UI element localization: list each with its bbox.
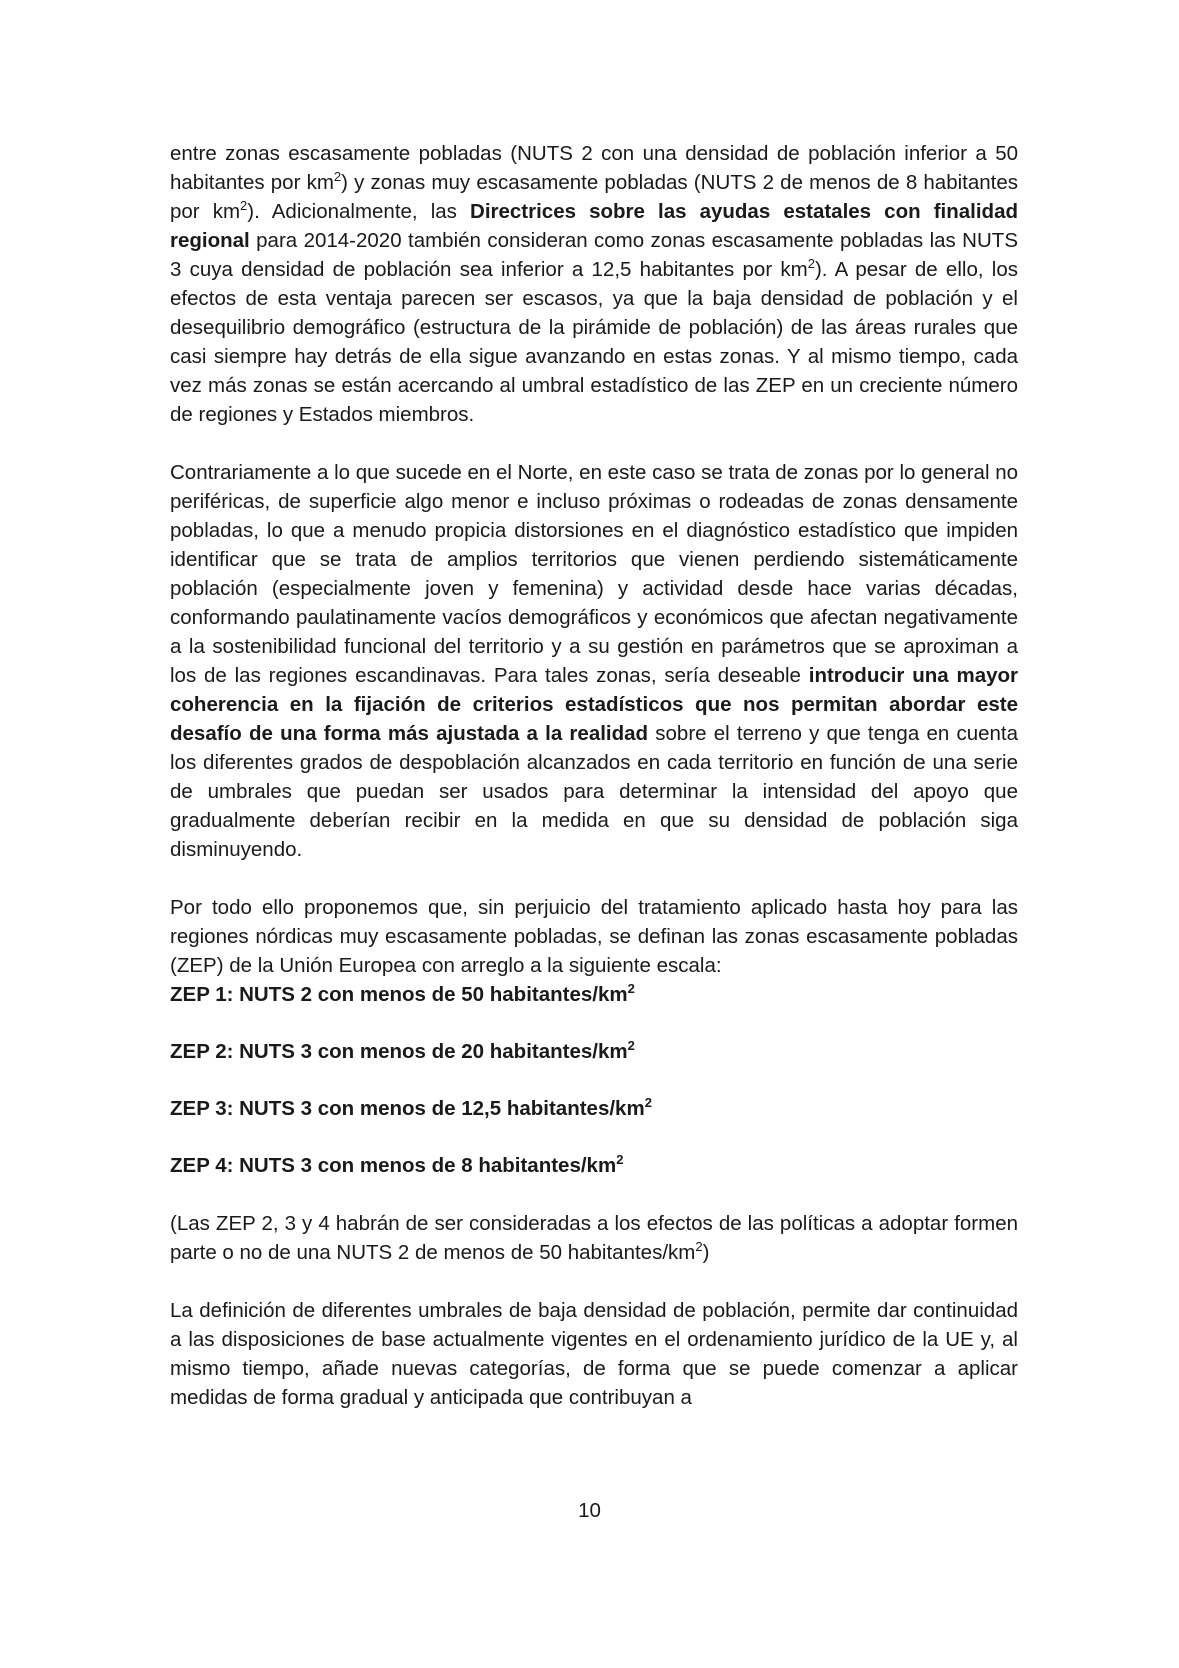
zep-item-text: ZEP 1: NUTS 2 con menos de 50 habitantes/km <box>170 983 628 1006</box>
paragraph-5: La definición de diferentes umbrales de baja densidad de población, permite dar continuidad a las disposiciones de base actualmente vigentes en el ordenamiento jurídico de la UE y, al mismo tiempo, añade nuevas categorías, de forma que se puede comenzar a aplicar medidas de forma gradual y anticipada que contribuyan a <box>170 1299 1018 1409</box>
superscript: 2 <box>616 1152 624 1168</box>
paragraph-4-text-a: (Las ZEP 2, 3 y 4 habrán de ser consideradas a los efectos de las políticas a adoptar formen parte o no de una NUTS 2 de menos de 50 habitantes/km <box>170 1212 1018 1264</box>
zep-item-4 <box>170 1151 1018 1180</box>
page-number: 10 <box>578 1499 601 1522</box>
zep-item-text: ZEP 4: NUTS 3 con menos de 8 habitantes/km <box>170 1154 617 1177</box>
superscript: 2 <box>627 1038 635 1054</box>
paragraph-2 <box>170 458 1018 864</box>
paragraph-1-bold: Directrices sobre las ayudas estatales con finalidad regional <box>170 200 1018 252</box>
paragraph-1-text-b: ) y zonas muy escasamente pobladas (NUTS 2 de menos de 8 habitantes por km <box>170 171 1018 223</box>
zep-item-1 <box>170 980 1018 1009</box>
paragraph-2-bold: introducir una mayor coherencia en la fijación de criterios estadísticos que nos permitan abordar este desafío de una forma más ajustada a la realidad <box>170 664 1018 745</box>
zep-item-text: ZEP 2: NUTS 3 con menos de 20 habitantes/km <box>170 1040 628 1063</box>
zep-item-2 <box>170 1037 1018 1066</box>
paragraph-1-text-c: ). Adicionalmente, las <box>247 200 471 223</box>
zep-item-text: ZEP 3: NUTS 3 con menos de 12,5 habitantes/km <box>170 1097 645 1120</box>
paragraph-4-text-b: ) <box>702 1241 710 1264</box>
paragraph-1 <box>170 139 1018 429</box>
paragraph-1-text-a: entre zonas escasamente pobladas (NUTS 2 con una densidad de población inferior a 50 habitantes por km <box>170 142 1018 194</box>
paragraph-3: Por todo ello proponemos que, sin perjuicio del tratamiento aplicado hasta hoy para las regiones nórdicas muy escasamente pobladas, se definan las zonas escasamente pobladas (ZEP) de la Unión Europea con arreglo a la siguiente escala: <box>170 896 1018 977</box>
zep-item-3 <box>170 1094 1018 1123</box>
superscript: 2 <box>240 198 248 214</box>
paragraph-4 <box>170 1209 1018 1267</box>
paragraph-2-text-a: Contrariamente a lo que sucede en el Norte, en este caso se trata de zonas por lo general no periféricas, de superficie algo menor e incluso próximas o rodeadas de zonas densamente pobladas, lo que a menudo propicia distorsiones en el diagnóstico estadístico que impiden identificar que se trata de amplios territorios que vienen perdiendo sistemáticamente población (especialmente joven y femenina) y actividad desde hace varias décadas, conformando paulatinamente vacíos demográficos y económicos que afectan negativamente a la sostenibilidad funcional del territorio y a su gestión en parámetros que se aproximan a los de las regiones escandinavas. Para tales zonas, sería deseable <box>170 461 1018 687</box>
superscript: 2 <box>627 981 635 997</box>
paragraph-1-text-d: para 2014-2020 también consideran como zonas escasamente pobladas las NUTS 3 cuya densidad de población sea inferior a 12,5 habitantes por km <box>170 229 1018 281</box>
paragraph-1-text-e: ). A pesar de ello, los efectos de esta ventaja parecen ser escasos, ya que la baja densidad de población y el desequilibrio demográfico (estructura de la pirámide de población) de las áreas rurales que casi siempre hay detrás de ella sigue avanzando en estas zonas. Y al mismo tiempo, cada vez más zonas se están acercando al umbral estadístico de las ZEP en un creciente número de regiones y Estados miembros. <box>170 258 1018 426</box>
superscript: 2 <box>695 1239 703 1255</box>
superscript: 2 <box>807 256 815 272</box>
superscript: 2 <box>333 169 342 185</box>
superscript: 2 <box>644 1095 652 1111</box>
paragraph-2-text-b: sobre el terreno y que tenga en cuenta los diferentes grados de despoblación alcanzados en cada territorio en función de una serie de umbrales que puedan ser usados para determinar la intensidad del apoyo que gradualmente deberían recibir en la medida en que su densidad de población siga disminuyendo. <box>170 722 1018 861</box>
document-body <box>170 139 1018 1412</box>
